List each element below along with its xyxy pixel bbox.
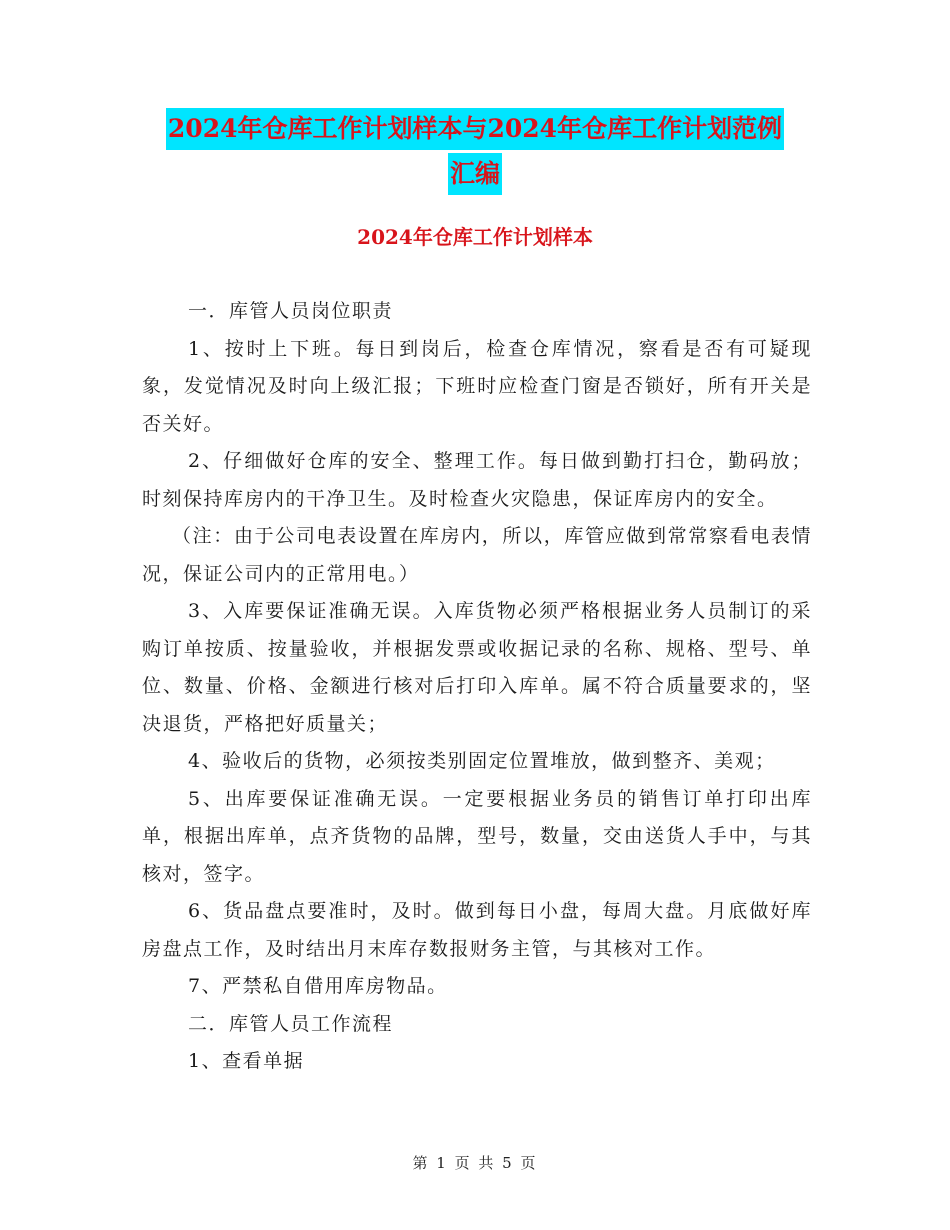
- section-heading-2: 二．库管人员工作流程: [188, 1012, 394, 1035]
- title-line-2: 汇编: [448, 153, 502, 195]
- paragraph-2: 2、仔细做好仓库的安全、整理工作。每日做到勤打扫仓，勤码放；时刻保持库房内的干净卫生。及时检查火灾隐患，保证库房内的安全。: [142, 450, 812, 510]
- body-text: [142, 293, 812, 1081]
- paragraph-4: 4、验收后的货物，必须按类别固定位置堆放，做到整齐、美观；: [188, 750, 776, 772]
- paragraph-5: 5、出库要保证准确无误。一定要根据业务员的销售订单打印出库单，根据出库单，点齐货物的品牌，型号，数量，交由送货人手中，与其核对，签字。: [142, 787, 812, 885]
- document-title: [0, 108, 950, 198]
- note-paragraph: （注：由于公司电表设置在库房内，所以，库管应做到常常察看电表情况，保证公司内的正常用电。）: [142, 525, 812, 585]
- section-heading-1: 一．库管人员岗位职责: [188, 300, 394, 322]
- paragraph-7: 7、严禁私自借用库房物品。: [188, 975, 448, 997]
- paragraph-3: 3、入库要保证准确无误。入库货物必须严格根据业务人员制订的采购订单按质、按量验收，并根据发票或收据记录的名称、规格、型号、单位、数量、价格、金额进行核对后打印入库单。属不符合质量要求的，坚决退货，严格把好质量关；: [142, 600, 812, 735]
- title-line-1: 2024年仓库工作计划样本与2024年仓库工作计划范例: [166, 108, 784, 150]
- paragraph-1: 1、按时上下班。每日到岗后，检查仓库情况，察看是否有可疑现象，发觉情况及时向上级汇报；下班时应检查门窗是否锁好，所有开关是否关好。: [142, 337, 812, 435]
- page-footer: 第 1 页 共 5 页: [412, 1154, 538, 1172]
- paragraph-6: 6、货品盘点要准时，及时。做到每日小盘，每周大盘。月底做好库房盘点工作，及时结出月末库存数报财务主管，与其核对工作。: [142, 900, 812, 960]
- paragraph-8: 1、查看单据: [188, 1050, 305, 1072]
- section-subtitle: 2024年仓库工作计划样本: [357, 225, 593, 249]
